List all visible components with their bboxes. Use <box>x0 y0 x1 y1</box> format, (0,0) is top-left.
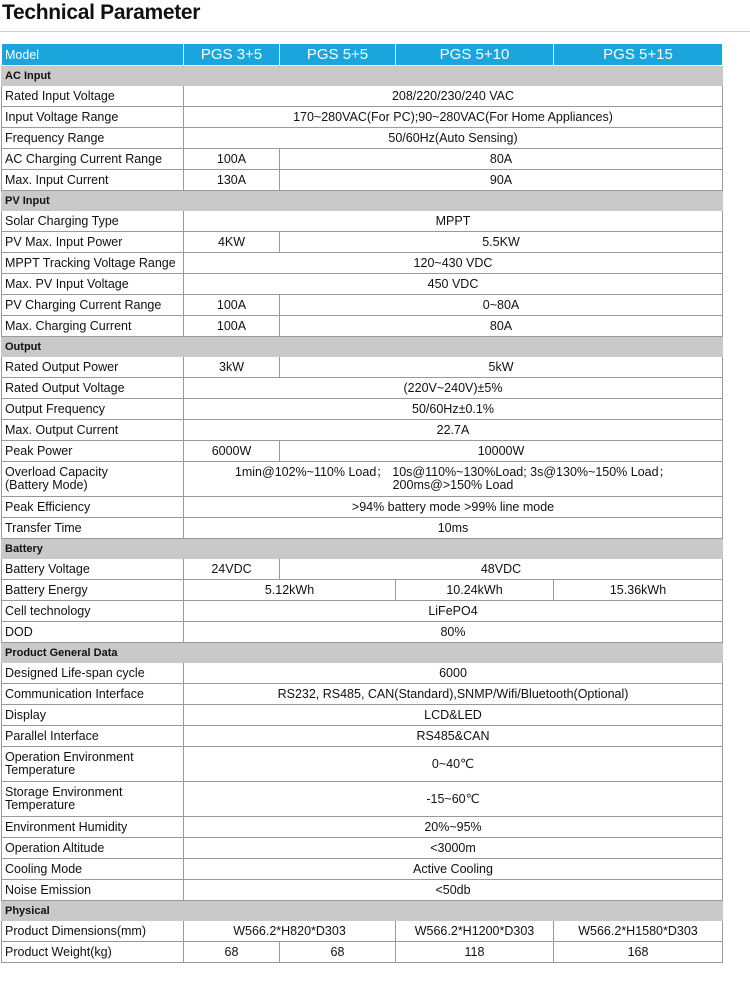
row-value: 80A <box>280 316 723 337</box>
table-row <box>2 859 723 880</box>
row-value: W566.2*H1580*D303 <box>554 921 723 942</box>
row-value: LCD&LED <box>184 705 723 726</box>
row-value: <50db <box>184 880 723 901</box>
row-label <box>2 782 184 817</box>
row-label: Environment Humidity <box>2 817 184 838</box>
table-row <box>2 942 723 963</box>
table-row <box>2 295 723 316</box>
row-value: 6000 <box>184 663 723 684</box>
row-value <box>184 462 723 497</box>
row-value: 100A <box>184 295 280 316</box>
row-value: 10ms <box>184 518 723 539</box>
section-title: AC Input <box>2 66 723 86</box>
row-label-line: Temperature <box>5 798 76 812</box>
row-label: Operation Altitude <box>2 838 184 859</box>
row-label: Product Weight(kg) <box>2 942 184 963</box>
row-value: 450 VDC <box>184 274 723 295</box>
row-label: Transfer Time <box>2 518 184 539</box>
row-value: 20%~95% <box>184 817 723 838</box>
table-row <box>2 420 723 441</box>
row-value: RS232, RS485, CAN(Standard),SNMP/Wifi/Bluetooth(Optional) <box>184 684 723 705</box>
row-value: 80A <box>280 149 723 170</box>
table-row <box>2 747 723 782</box>
row-value: W566.2*H820*D303 <box>184 921 396 942</box>
row-value: 50/60Hz(Auto Sensing) <box>184 128 723 149</box>
row-value: 80% <box>184 622 723 643</box>
row-value: 5.12kWh <box>184 580 396 601</box>
row-value: W566.2*H1200*D303 <box>396 921 554 942</box>
row-label: PV Charging Current Range <box>2 295 184 316</box>
row-value: LiFePO4 <box>184 601 723 622</box>
row-value: 118 <box>396 942 554 963</box>
row-label: Frequency Range <box>2 128 184 149</box>
row-value: Active Cooling <box>184 859 723 880</box>
table-row <box>2 817 723 838</box>
row-label: Battery Energy <box>2 580 184 601</box>
section-title: Product General Data <box>2 643 723 663</box>
row-value: 0~80A <box>280 295 723 316</box>
table-row <box>2 838 723 859</box>
model-name: PGS 5+5 <box>280 44 396 66</box>
row-label: Max. Input Current <box>2 170 184 191</box>
row-label: Rated Output Power <box>2 357 184 378</box>
row-label: MPPT Tracking Voltage Range <box>2 253 184 274</box>
row-value: 100A <box>184 149 280 170</box>
section-header-row <box>2 191 723 211</box>
row-label: Peak Power <box>2 441 184 462</box>
page-title: Technical Parameter <box>2 1 201 24</box>
table-row <box>2 232 723 253</box>
row-label: Product Dimensions(mm) <box>2 921 184 942</box>
table-row <box>2 726 723 747</box>
row-value: 168 <box>554 942 723 963</box>
section-header-row <box>2 66 723 86</box>
table-row <box>2 316 723 337</box>
row-value: 3kW <box>184 357 280 378</box>
row-label: Input Voltage Range <box>2 107 184 128</box>
row-value: <3000m <box>184 838 723 859</box>
row-label: DOD <box>2 622 184 643</box>
table-row <box>2 170 723 191</box>
row-value: 48VDC <box>280 559 723 580</box>
row-label: Solar Charging Type <box>2 211 184 232</box>
row-label: PV Max. Input Power <box>2 232 184 253</box>
row-label-line: Operation Environment <box>5 750 134 764</box>
table-row <box>2 497 723 518</box>
table-row <box>2 880 723 901</box>
row-value: >94% battery mode >99% line mode <box>184 497 723 518</box>
row-value: RS485&CAN <box>184 726 723 747</box>
row-value: 50/60Hz±0.1% <box>184 399 723 420</box>
table-row <box>2 107 723 128</box>
row-label: Cell technology <box>2 601 184 622</box>
table-row <box>2 663 723 684</box>
row-value: 15.36kWh <box>554 580 723 601</box>
row-value-line: 200ms@>150% Load <box>392 478 514 492</box>
row-label: Noise Emission <box>2 880 184 901</box>
row-label: Battery Voltage <box>2 559 184 580</box>
row-value: 6000W <box>184 441 280 462</box>
row-value: 170~280VAC(For PC);90~280VAC(For Home Appliances) <box>184 107 723 128</box>
model-header: Model <box>2 44 184 66</box>
section-header-row <box>2 643 723 663</box>
row-label: Rated Output Voltage <box>2 378 184 399</box>
row-label: Peak Efficiency <box>2 497 184 518</box>
row-value: (220V~240V)±5% <box>184 378 723 399</box>
row-label: Max. Charging Current <box>2 316 184 337</box>
row-label <box>2 462 184 497</box>
row-value: 5kW <box>280 357 723 378</box>
table-row <box>2 399 723 420</box>
table-row <box>2 518 723 539</box>
row-value: -15~60℃ <box>184 782 723 817</box>
row-value: 130A <box>184 170 280 191</box>
table-row <box>2 705 723 726</box>
model-name: PGS 5+15 <box>554 44 723 66</box>
row-value: 22.7A <box>184 420 723 441</box>
row-label-line: Temperature <box>5 763 76 777</box>
row-label: Display <box>2 705 184 726</box>
row-value: MPPT <box>184 211 723 232</box>
row-value: 0~40℃ <box>184 747 723 782</box>
model-name: PGS 3+5 <box>184 44 280 66</box>
table-row <box>2 559 723 580</box>
row-label: Cooling Mode <box>2 859 184 880</box>
table-row <box>2 580 723 601</box>
title-divider <box>0 31 750 32</box>
row-label: Communication Interface <box>2 684 184 705</box>
row-value: 68 <box>184 942 280 963</box>
header-row <box>2 44 723 66</box>
table-row <box>2 357 723 378</box>
table-row <box>2 441 723 462</box>
row-value: 24VDC <box>184 559 280 580</box>
row-label-line: (Battery Mode) <box>5 478 88 492</box>
table-row <box>2 921 723 942</box>
row-label: Rated Input Voltage <box>2 86 184 107</box>
table-row <box>2 622 723 643</box>
table-row <box>2 601 723 622</box>
row-label: AC Charging Current Range <box>2 149 184 170</box>
section-title: PV Input <box>2 191 723 211</box>
section-header-row <box>2 901 723 921</box>
row-value: 120~430 VDC <box>184 253 723 274</box>
section-title: Battery <box>2 539 723 559</box>
table-row <box>2 684 723 705</box>
row-label-line: Storage Environment <box>5 785 123 799</box>
row-label <box>2 747 184 782</box>
row-value: 10000W <box>280 441 723 462</box>
table-row <box>2 378 723 399</box>
table-row <box>2 149 723 170</box>
row-label: Max. Output Current <box>2 420 184 441</box>
table-row <box>2 462 723 497</box>
section-header-row <box>2 539 723 559</box>
table-row <box>2 211 723 232</box>
row-value: 5.5KW <box>280 232 723 253</box>
spec-table <box>1 43 723 963</box>
section-title: Output <box>2 337 723 357</box>
row-value: 68 <box>280 942 396 963</box>
row-value: 10.24kWh <box>396 580 554 601</box>
table-row <box>2 128 723 149</box>
row-label: Max. PV Input Voltage <box>2 274 184 295</box>
table-row <box>2 86 723 107</box>
table-row <box>2 253 723 274</box>
row-value: 208/220/230/240 VAC <box>184 86 723 107</box>
row-value: 4KW <box>184 232 280 253</box>
table-row <box>2 782 723 817</box>
model-name: PGS 5+10 <box>396 44 554 66</box>
row-label: Designed Life-span cycle <box>2 663 184 684</box>
section-title: Physical <box>2 901 723 921</box>
row-label: Parallel Interface <box>2 726 184 747</box>
row-value: 100A <box>184 316 280 337</box>
table-row <box>2 274 723 295</box>
section-header-row <box>2 337 723 357</box>
row-value-line: 1min@102%~110% Load； 10s@110%~130%Load; 3s@130%~150% Load； <box>234 465 672 479</box>
row-value: 90A <box>280 170 723 191</box>
row-label-line: Overload Capacity <box>5 465 108 479</box>
row-label: Output Frequency <box>2 399 184 420</box>
